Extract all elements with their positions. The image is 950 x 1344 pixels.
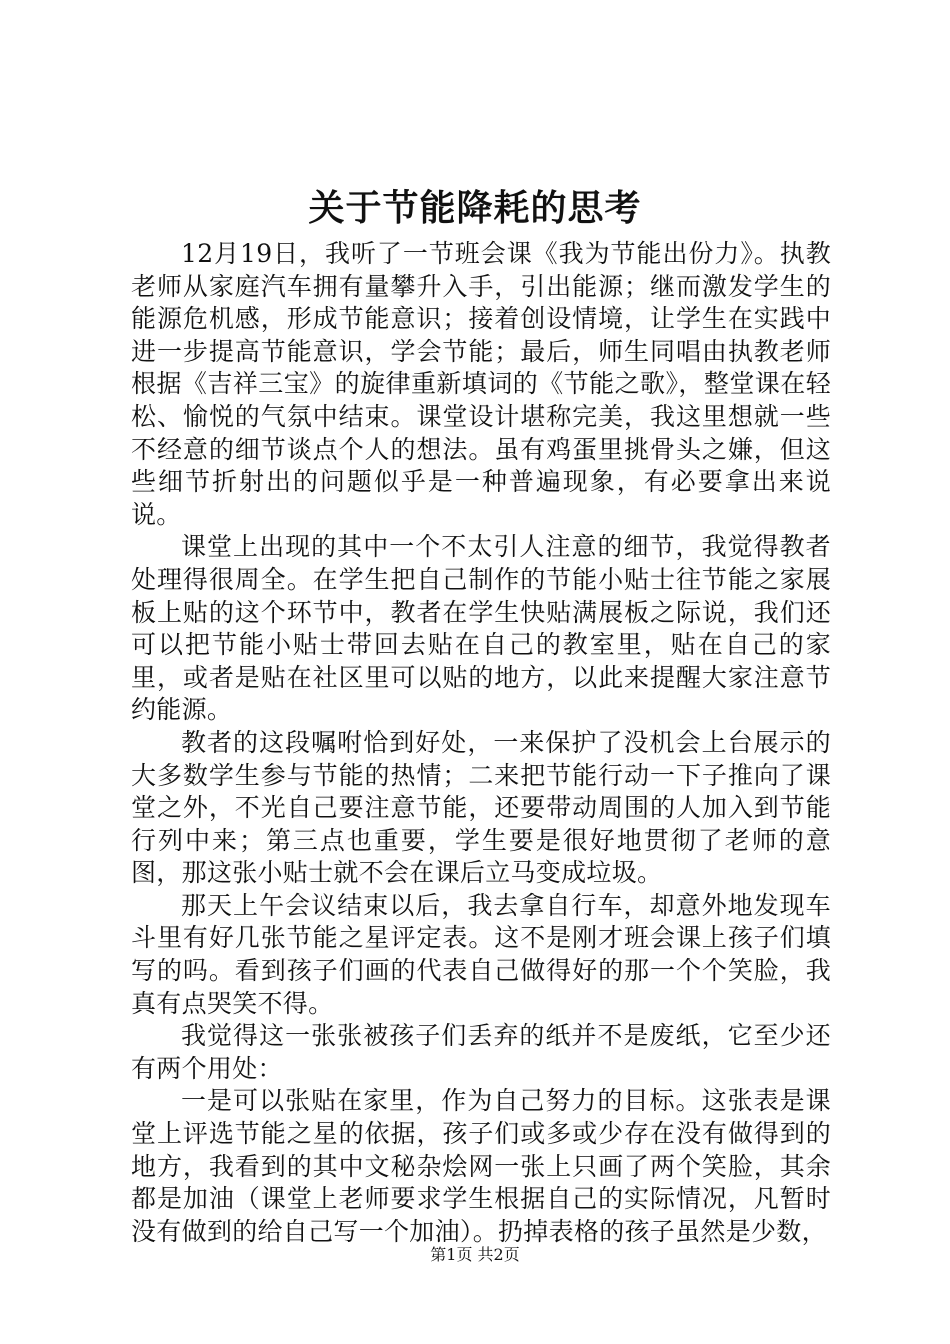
document-title: 关于节能降耗的思考 (308, 187, 642, 229)
paragraph: 那天上午会议结束以后，我去拿自行车，却意外地发现车斗里有好几张节能之星评定表。这不是刚才班会课上孩子们填写的吗。看到孩子们画的代表自己做得好的那一个个笑脸，我真有点哭笑不得。 (131, 890, 831, 1018)
paragraph: 我觉得这一张张被孩子们丢弃的纸并不是废纸，它至少还有两个用处： (131, 1021, 831, 1083)
paragraph: 一是可以张贴在家里，作为自己努力的目标。这张表是课堂上评选节能之星的依据，孩子们或多或少存在没有做得到的地方，我看到的其中文秘杂烩网一张上只画了两个笑脸，其余都是加油（课堂上老师要求学生根据自己的实际情况，凡暂时没有做到的给自己写一个加油）。扔掉表格的孩子虽然是少数， (131, 1086, 831, 1246)
paragraph: 教者的这段嘱咐恰到好处，一来保护了没机会上台展示的大多数学生参与节能的热情；二来把节能行动一下子推向了课堂之外，不光自己要注意节能，还要带动周围的人加入到节能行列中来；第三点也重要，学生要是很好地贯彻了老师的意图，那这张小贴士就不会在课后立马变成垃圾。 (131, 727, 831, 888)
paragraph: 12月19日，我听了一节班会课《我为节能出份力》。执教老师从家庭汽车拥有量攀升入手，引出能源；继而激发学生的能源危机感，形成节能意识；接着创设情境，让学生在实践中进一步提高节能意识，学会节能；最后，师生同唱由执教老师根据《吉祥三宝》的旋律重新填词的《节能之歌》，整堂课在轻松、愉悦的气氛中结束。课堂设计堪称完美，我这里想就一些不经意的细节谈点个人的想法。虽有鸡蛋里挑骨头之嫌，但这些细节折射出的问题似乎是一种普遍现象，有必要拿出来说说。 (131, 239, 831, 529)
paragraph: 课堂上出现的其中一个不太引人注意的细节，我觉得教者处理得很周全。在学生把自己制作的节能小贴士往节能之家展板上贴的这个环节中，教者在学生快贴满展板之际说，我们还可以把节能小贴士带回去贴在自己的教室里，贴在自己的家里，或者是贴在社区里可以贴的地方，以此来提醒大家注意节约能源。 (131, 532, 831, 725)
document-body (131, 238, 831, 1248)
page-footer: 第1页 共2页 (430, 1245, 520, 1264)
